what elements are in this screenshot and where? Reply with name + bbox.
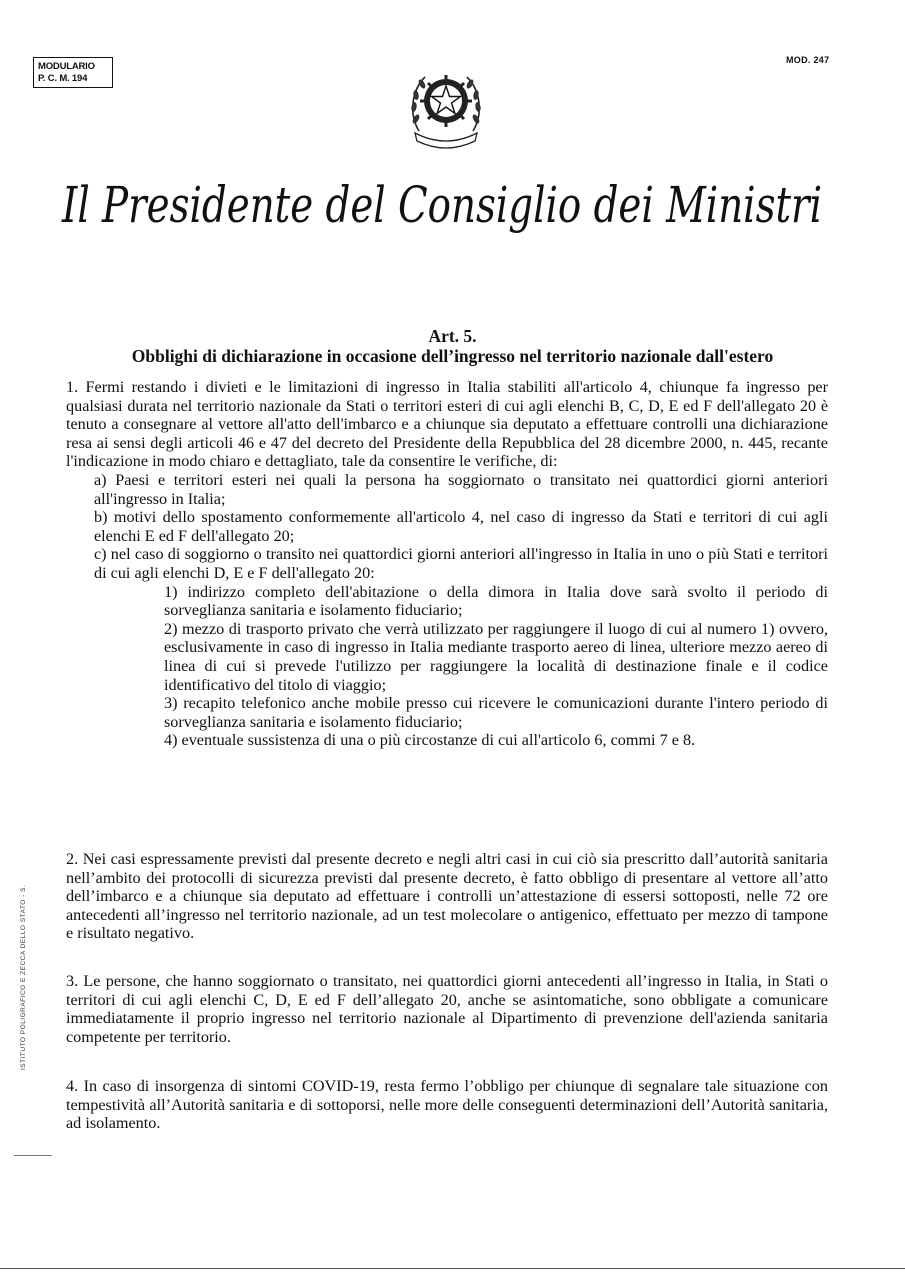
paragraph-3: 3. Le persone, che hanno soggiornato o transitato, nei quattordici giorni antecedenti all’ingresso in Italia, in Stati o territori di cui agli elenchi C, D, E ed F dell’allegato 20, anche se asintomatiche, sono obbligate a comunicare immediatamente il proprio ingresso nel territorio nazionale al Dipartimento di prevenzione dell'azienda sanitaria competente per territorio. [66, 972, 828, 1046]
list-item-c: c) nel caso di soggiorno o transito nei quattordici giorni anteriori all'ingresso in Italia in uno o più Stati e territori di cui agli elenchi D, E e F dell'allegato 20: [94, 545, 828, 582]
paragraph-4-block [66, 1077, 828, 1133]
paragraph-3-block [66, 972, 828, 1046]
sub-item-4: 4) eventuale sussistenza di una o più circostanze di cui all'articolo 6, commi 7 e 8. [164, 731, 696, 750]
emblem-icon [405, 57, 487, 151]
script-title-text: Il Presidente del Consiglio dei Ministri [61, 176, 822, 234]
script-title-wordmark [50, 150, 835, 260]
paragraph-1: 1. Fermi restando i divieti e le limitazioni di ingresso in Italia stabiliti all'articolo 4, chiunque fa ingresso per qualsiasi durata nel territorio nazionale da Stati o territori esteri di cui agli elenchi B, C, D, E ed F dell'allegato 20 è tenuto a consegnare al vettore all'atto dell'imbarco e a chiunque sia deputato a effettuare controlli una dichiarazione resa ai sensi degli articoli 46 e 47 del decreto del Presidente della Repubblica del 28 dicembre 2000, n. 445, recante l'indicazione in modo chiaro e dettagliato, tale da consentire le verifiche, di: [66, 378, 828, 471]
list-item-b: b) motivi dello spostamento conformemente all'articolo 4, nel caso di ingresso da Stati e territori di cui agli elenchi E ed F dell'allegato 20; [94, 508, 828, 545]
modulario-stamp [33, 57, 113, 88]
mod-code: MOD. 247 [786, 55, 830, 65]
article-number: Art. 5. [428, 326, 477, 346]
sub-item-1: 1) indirizzo completo dell'abitazione o della dimora in Italia dove sarà svolto il periodo di sorveglianza sanitaria e isolamento fiduciario; [164, 582, 828, 620]
paragraph-4: 4. In caso di insorgenza di sintomi COVID-19, resta fermo l’obbligo per chiunque di segnalare tale situazione con tempestività all’Autorità sanitaria e di sottoporsi, nelle more delle conseguenti determinazioni dell’Autorità sanitaria, ad isolamento. [66, 1077, 828, 1133]
paragraph-1-block [66, 378, 828, 750]
list-item-a: a) Paesi e territori esteri nei quali la persona ha soggiornato o transitato nei quattordici giorni anteriori all'ingresso in Italia; [94, 470, 828, 508]
bottom-rule [0, 1268, 905, 1269]
stamp-line-1: MODULARIO [38, 61, 95, 72]
printer-margin-mark: ISTITUTO POLIGRAFICO E ZECCA DELLO STATO - S. [20, 884, 27, 1070]
article-title: Obblighi di dichiarazione in occasione dell’ingresso nel territorio nazionale dall'estero [131, 346, 774, 366]
paragraph-2: 2. Nei casi espressamente previsti dal presente decreto e negli altri casi in cui ciò sia prescritto dall’autorità sanitaria nell’ambito dei protocolli di sicurezza previsti dal presente decreto, è fatto obbligo di presentare al vettore all’atto dell’imbarco e a chiunque sia deputato ad effettuare i controlli un’attestazione di essersi sottoposti, nelle 72 ore antecedenti all’ingresso nel territorio nazionale, ad un test molecolare o antigenico, effettuato per mezzo di tampone e risultato negativo. [66, 850, 828, 943]
paragraph-2-block [66, 850, 828, 943]
margin-rule [14, 1155, 52, 1156]
stamp-line-2: P. C. M. 194 [38, 73, 88, 84]
sub-item-2: 2) mezzo di trasporto privato che verrà utilizzato per raggiungere il luogo di cui al numero 1) ovvero, esclusivamente in caso di ingresso in Italia mediante trasporto aereo di linea, ulteriore mezzo aereo di linea di cui si prevede l'utilizzo per raggiungere la località di destinazione finale e il codice identificativo del titolo di viaggio; [164, 619, 828, 694]
sub-item-3: 3) recapito telefonico anche mobile presso cui ricevere le comunicazioni durante l'intero periodo di sorveglianza sanitaria e isolamento fiduciario; [164, 694, 828, 731]
